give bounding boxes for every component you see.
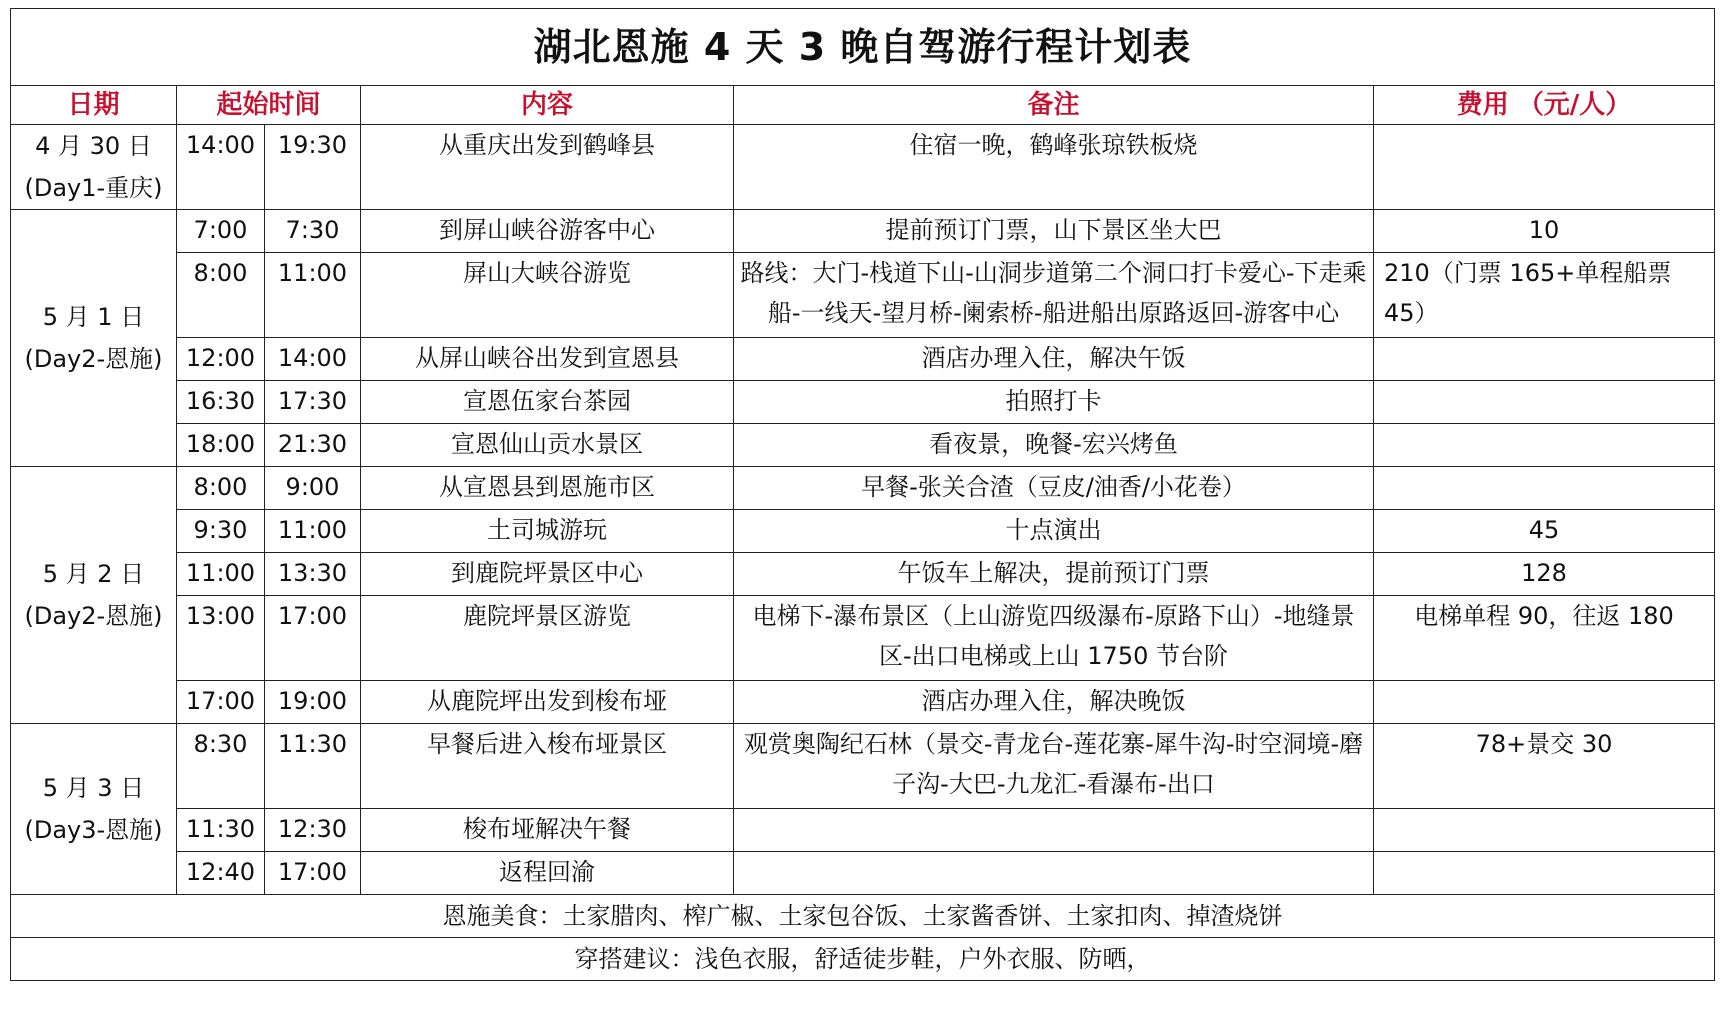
content-cell: 从屏山峡谷出发到宣恩县 <box>361 338 734 381</box>
table-row <box>11 125 1715 210</box>
header-date: 日期 <box>11 86 177 125</box>
note-cell <box>734 852 1374 895</box>
content-cell: 从重庆出发到鹤峰县 <box>361 125 734 210</box>
fee-cell: 128 <box>1374 553 1715 596</box>
start-time: 13:00 <box>177 596 265 681</box>
content-cell: 从鹿院坪出发到梭布垭 <box>361 681 734 724</box>
fee-cell <box>1374 338 1715 381</box>
fee-cell <box>1374 424 1715 467</box>
content-cell: 宣恩伍家台茶园 <box>361 381 734 424</box>
fee-cell <box>1374 381 1715 424</box>
table-row <box>11 852 1715 895</box>
footer-attire: 穿搭建议：浅色衣服，舒适徒步鞋，户外衣服、防晒， <box>11 938 1715 981</box>
start-time: 16:30 <box>177 381 265 424</box>
fee-cell <box>1374 467 1715 510</box>
date-sublabel: (Day2-恩施) <box>24 602 163 630</box>
content-cell: 从宣恩县到恩施市区 <box>361 467 734 510</box>
table-row <box>11 467 1715 510</box>
table-row <box>11 681 1715 724</box>
end-time: 19:00 <box>265 681 361 724</box>
note-cell: 午饭车上解决，提前预订门票 <box>734 553 1374 596</box>
table-row <box>11 553 1715 596</box>
start-time: 14:00 <box>177 125 265 210</box>
header-note: 备注 <box>734 86 1374 125</box>
table-row <box>11 424 1715 467</box>
start-time: 17:00 <box>177 681 265 724</box>
content-cell: 返程回渝 <box>361 852 734 895</box>
date-cell <box>11 210 177 467</box>
fee-cell: 45 <box>1374 510 1715 553</box>
note-cell: 路线：大门-栈道下山-山洞步道第二个洞口打卡爱心-下走乘船-一线天-望月桥-阑索桥-船进船出原路返回-游客中心 <box>734 253 1374 338</box>
footer-attire-row <box>11 938 1715 981</box>
content-cell: 梭布垭解决午餐 <box>361 809 734 852</box>
fee-cell <box>1374 809 1715 852</box>
date-cell <box>11 724 177 895</box>
content-cell: 宣恩仙山贡水景区 <box>361 424 734 467</box>
fee-cell: 78+景交 30 <box>1374 724 1715 809</box>
table-row <box>11 510 1715 553</box>
start-time: 12:40 <box>177 852 265 895</box>
note-cell: 电梯下-瀑布景区（上山游览四级瀑布-原路下山）-地缝景区-出口电梯或上山 1750 节台阶 <box>734 596 1374 681</box>
fee-cell <box>1374 125 1715 210</box>
table-row <box>11 724 1715 809</box>
start-time: 11:00 <box>177 553 265 596</box>
fee-cell: 210（门票 165+单程船票 45） <box>1374 253 1715 338</box>
content-cell: 土司城游玩 <box>361 510 734 553</box>
note-cell <box>734 809 1374 852</box>
itinerary-sheet <box>10 8 1715 981</box>
end-time: 11:30 <box>265 724 361 809</box>
table-row <box>11 210 1715 253</box>
date-cell <box>11 467 177 724</box>
note-cell: 看夜景，晚餐-宏兴烤鱼 <box>734 424 1374 467</box>
date-sublabel: (Day1-重庆) <box>24 174 163 202</box>
footer-food-row <box>11 895 1715 938</box>
start-time: 9:30 <box>177 510 265 553</box>
note-cell: 酒店办理入住，解决午饭 <box>734 338 1374 381</box>
date-label: 4 月 30 日 <box>35 132 152 160</box>
note-cell: 拍照打卡 <box>734 381 1374 424</box>
footer-food: 恩施美食：土家腊肉、榨广椒、土家包谷饭、土家酱香饼、土家扣肉、掉渣烧饼 <box>11 895 1715 938</box>
end-time: 13:30 <box>265 553 361 596</box>
table-row <box>11 253 1715 338</box>
start-time: 18:00 <box>177 424 265 467</box>
date-sublabel: (Day3-恩施) <box>24 816 163 844</box>
date-label: 5 月 2 日 <box>42 560 145 588</box>
end-time: 19:30 <box>265 125 361 210</box>
start-time: 8:00 <box>177 253 265 338</box>
end-time: 9:00 <box>265 467 361 510</box>
note-cell: 观赏奥陶纪石林（景交-青龙台-莲花寨-犀牛沟-时空洞境-磨子沟-大巴-九龙汇-看瀑布-出口 <box>734 724 1374 809</box>
header-time: 起始时间 <box>177 86 361 125</box>
table-title: 湖北恩施 4 天 3 晚自驾游行程计划表 <box>11 9 1715 86</box>
date-label: 5 月 1 日 <box>42 303 145 331</box>
header-fee: 费用 （元/人） <box>1374 86 1715 125</box>
fee-cell <box>1374 681 1715 724</box>
fee-cell: 电梯单程 90，往返 180 <box>1374 596 1715 681</box>
end-time: 7:30 <box>265 210 361 253</box>
end-time: 17:00 <box>265 852 361 895</box>
note-cell: 酒店办理入住，解决晚饭 <box>734 681 1374 724</box>
content-cell: 早餐后进入梭布垭景区 <box>361 724 734 809</box>
start-time: 7:00 <box>177 210 265 253</box>
content-cell: 到屏山峡谷游客中心 <box>361 210 734 253</box>
date-cell <box>11 125 177 210</box>
start-time: 12:00 <box>177 338 265 381</box>
content-cell: 到鹿院坪景区中心 <box>361 553 734 596</box>
itinerary-table <box>10 8 1715 981</box>
end-time: 12:30 <box>265 809 361 852</box>
end-time: 14:00 <box>265 338 361 381</box>
date-sublabel: (Day2-恩施) <box>24 345 163 373</box>
end-time: 17:30 <box>265 381 361 424</box>
note-cell: 提前预订门票，山下景区坐大巴 <box>734 210 1374 253</box>
start-time: 8:00 <box>177 467 265 510</box>
date-label: 5 月 3 日 <box>42 774 145 802</box>
start-time: 8:30 <box>177 724 265 809</box>
table-row <box>11 381 1715 424</box>
end-time: 11:00 <box>265 253 361 338</box>
end-time: 21:30 <box>265 424 361 467</box>
end-time: 17:00 <box>265 596 361 681</box>
header-content: 内容 <box>361 86 734 125</box>
fee-cell: 10 <box>1374 210 1715 253</box>
table-row <box>11 596 1715 681</box>
fee-cell <box>1374 852 1715 895</box>
note-cell: 十点演出 <box>734 510 1374 553</box>
note-cell: 住宿一晚，鹤峰张琼铁板烧 <box>734 125 1374 210</box>
end-time: 11:00 <box>265 510 361 553</box>
note-cell: 早餐-张关合渣（豆皮/油香/小花卷） <box>734 467 1374 510</box>
header-row <box>11 86 1715 125</box>
content-cell: 屏山大峡谷游览 <box>361 253 734 338</box>
table-row <box>11 338 1715 381</box>
table-row <box>11 809 1715 852</box>
content-cell: 鹿院坪景区游览 <box>361 596 734 681</box>
start-time: 11:30 <box>177 809 265 852</box>
